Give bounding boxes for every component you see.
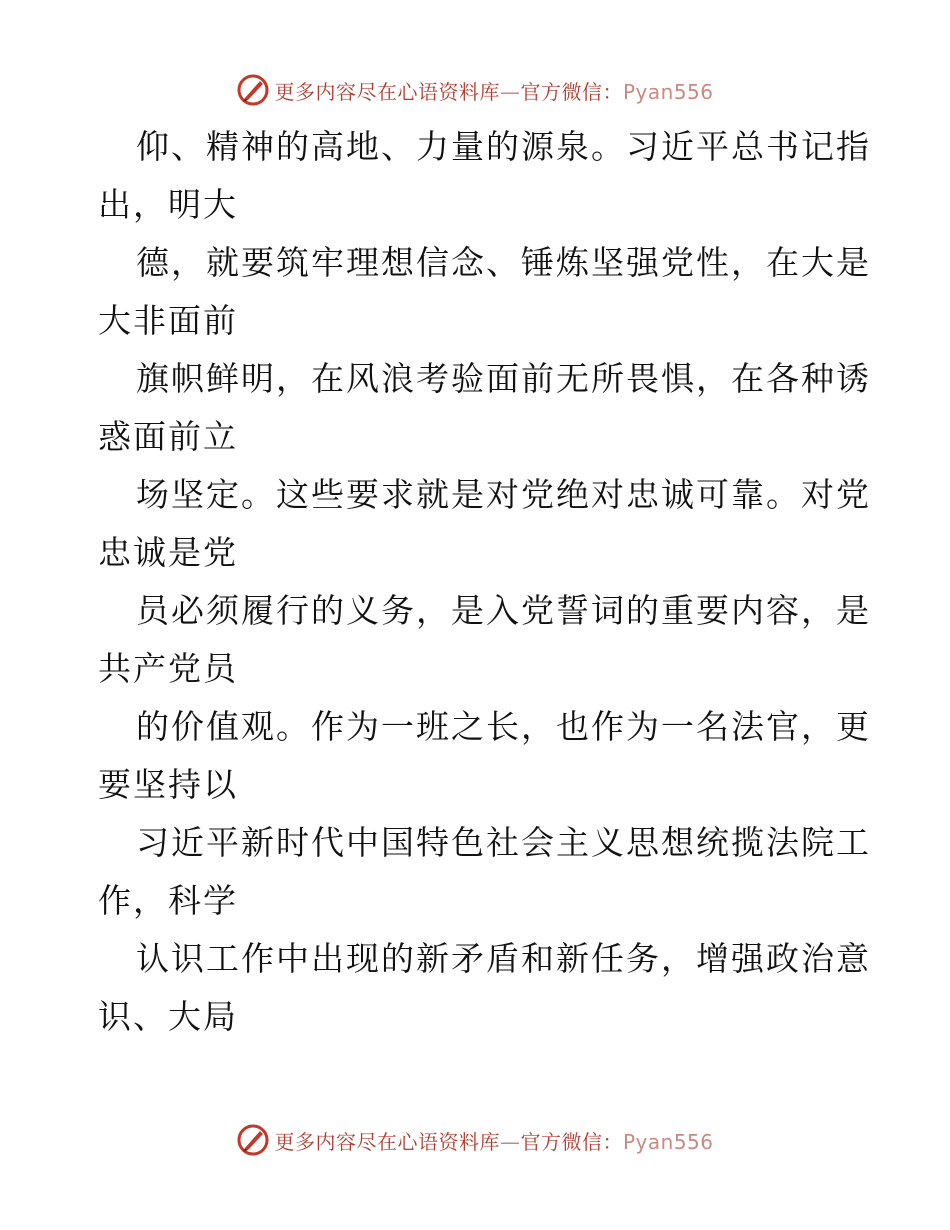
body-line: 习近平新时代中国特色社会主义思想统揽法院工 xyxy=(136,823,871,862)
body-line: 旗帜鲜明，在风浪考验面前无所畏惧，在各种诱 xyxy=(136,359,871,398)
body-line: 大非面前 xyxy=(98,301,238,340)
footer-brand-text: 更多内容尽在心语资料库 xyxy=(274,1129,500,1154)
header-separator: — xyxy=(499,79,521,104)
header-brand-text: 更多内容尽在心语资料库 xyxy=(274,79,500,104)
footer-contact-id: Pyan556 xyxy=(622,1129,714,1154)
page-footer-banner xyxy=(0,1120,950,1160)
body-line: 共产党员 xyxy=(98,649,238,688)
body-line: 的价值观。作为一班之长，也作为一名法官，更 xyxy=(136,707,871,746)
footer-text xyxy=(274,1126,713,1155)
feather-pen-logo-icon xyxy=(236,1123,270,1157)
body-line: 作，科学 xyxy=(98,881,238,920)
body-line: 要坚持以 xyxy=(98,765,238,804)
body-line: 识、大局 xyxy=(98,997,238,1036)
body-line: 出，明大 xyxy=(98,185,238,224)
body-line: 员必须履行的义务，是入党誓词的重要内容，是 xyxy=(136,591,871,630)
body-line: 认识工作中出现的新矛盾和新任务，增强政治意 xyxy=(136,939,871,978)
body-line: 忠诚是党 xyxy=(98,533,238,572)
page-header-banner xyxy=(0,70,950,110)
document-body xyxy=(98,118,871,1046)
body-line: 场坚定。这些要求就是对党绝对忠诚可靠。对党 xyxy=(136,475,871,514)
feather-pen-logo-icon xyxy=(236,73,270,107)
body-line: 惑面前立 xyxy=(98,417,238,456)
footer-contact-label: 官方微信： xyxy=(520,1129,623,1154)
header-contact-label: 官方微信： xyxy=(520,79,623,104)
body-line: 德，就要筑牢理想信念、锤炼坚强党性，在大是 xyxy=(136,243,871,282)
body-line: 仰、精神的高地、力量的源泉。习近平总书记指 xyxy=(136,127,871,166)
footer-separator: — xyxy=(499,1129,521,1154)
header-text xyxy=(274,76,713,105)
header-contact-id: Pyan556 xyxy=(622,79,714,104)
